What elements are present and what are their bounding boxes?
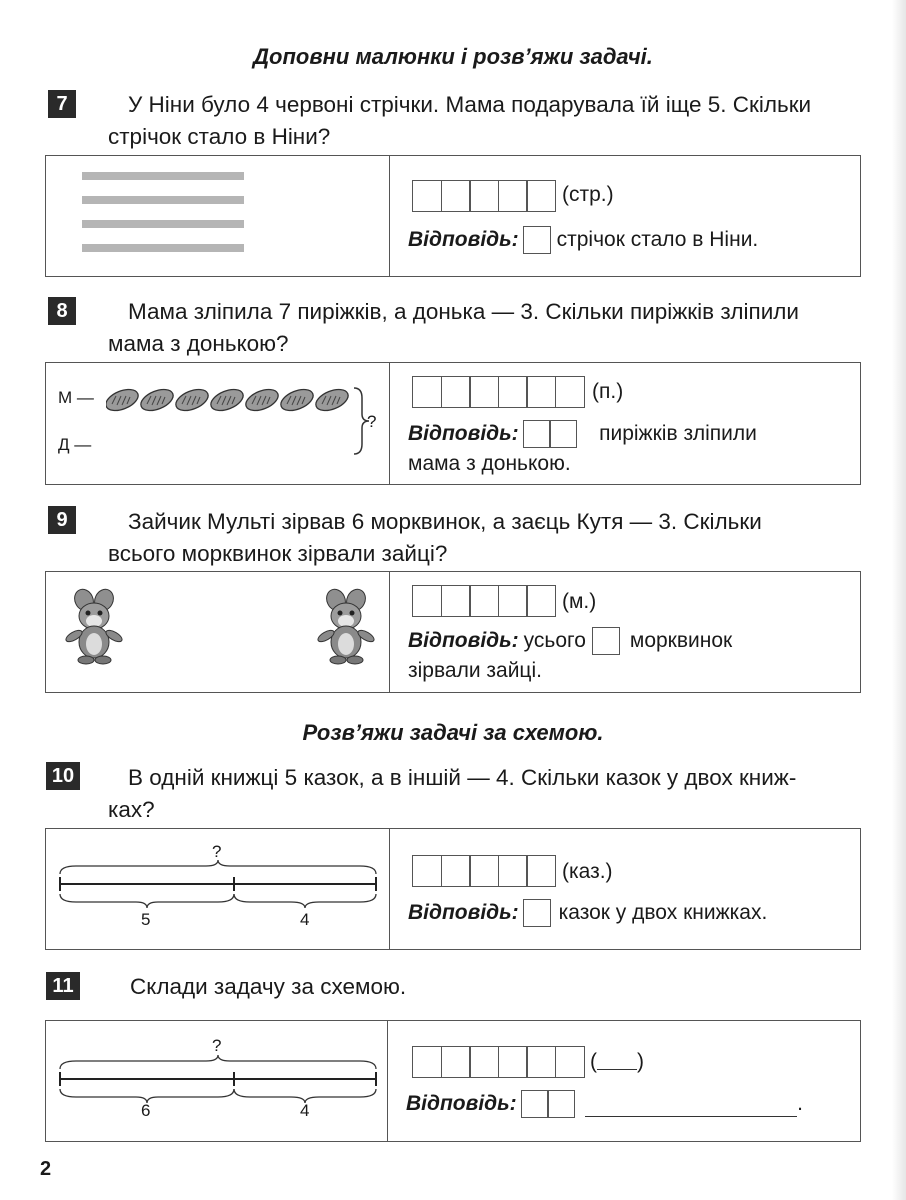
task-number-badge: 9 (48, 506, 76, 534)
answer-row (408, 420, 757, 448)
unit-open: ( (590, 1050, 597, 1073)
ribbon (82, 196, 244, 204)
ribbon (82, 220, 244, 228)
frame-divider (389, 362, 390, 485)
frame-divider (389, 828, 390, 950)
unit-close: ) (637, 1050, 644, 1073)
expression-cells[interactable] (412, 180, 556, 212)
page-edge-shadow (892, 0, 906, 1200)
answer-box[interactable] (523, 899, 551, 927)
task-text-line: Зайчик Мульті зірвав 6 морквинок, а заєць Кутя — 3. Скільки (128, 509, 762, 534)
answer-text-before: усього (523, 629, 586, 652)
answer-text: стрічок стало в Ніни. (556, 228, 759, 251)
brace-question: ? (367, 412, 377, 431)
answer-text-line2: мама з донькою. (408, 452, 571, 475)
frame-divider (389, 155, 390, 277)
ribbons-illustration (82, 172, 244, 252)
answer-end: . (797, 1092, 803, 1115)
unit-label: (п.) (592, 380, 624, 403)
answer-row (408, 226, 758, 254)
task-text-line: В одній книжці 5 казок, а в іншій — 4. Скільки казок у двох книж- (128, 765, 797, 790)
answer-text: морквинок (629, 629, 733, 652)
expression-cells[interactable] (412, 855, 556, 887)
task-number-badge: 7 (48, 90, 76, 118)
frame-divider (387, 1020, 388, 1142)
expression-cells[interactable] (412, 376, 585, 408)
pies-illustration (106, 384, 352, 416)
answer-box[interactable] (523, 420, 578, 448)
scheme-question: ? (212, 842, 222, 861)
expression-cells[interactable] (412, 585, 556, 617)
label-mom: М — (58, 388, 94, 407)
label-daughter: Д — (58, 435, 92, 454)
task-number-badge: 11 (46, 972, 80, 1000)
answer-row (406, 1090, 803, 1118)
answer-blank-line[interactable] (585, 1092, 797, 1117)
answer-label: Відповідь: (408, 901, 519, 924)
answer-label: Відповідь: (408, 228, 519, 251)
bunny-right-image (314, 588, 378, 668)
ribbon (82, 244, 244, 252)
scheme-left-value: 5 (141, 910, 151, 929)
answer-box[interactable] (523, 226, 551, 254)
answer-text: пиріжків зліпили (599, 422, 757, 445)
expression-cells[interactable] (412, 1046, 585, 1078)
answer-text-line2: зірвали зайці. (408, 659, 542, 682)
scheme-right-value: 4 (300, 910, 310, 929)
segment-scheme (56, 860, 380, 910)
task-text-line: Склади задачу за схемою. (130, 974, 407, 999)
unit-label: (стр.) (562, 183, 614, 206)
task-text-line: всього морквинок зірвали зайці? (108, 541, 448, 566)
page-number: 2 (40, 1158, 52, 1180)
segment-scheme (56, 1055, 380, 1105)
scheme-question: ? (212, 1036, 222, 1055)
task-text-line: Мама зліпила 7 пиріжків, а донька — 3. Скільки пиріжків зліпили (128, 299, 799, 324)
unit-label: (каз.) (562, 860, 613, 883)
unit-label: (м.) (562, 590, 597, 613)
answer-box[interactable] (521, 1090, 576, 1118)
unit-blank (590, 1050, 644, 1074)
frame-divider (389, 571, 390, 693)
unit-blank-line[interactable] (597, 1050, 637, 1070)
task-number-badge: 8 (48, 297, 76, 325)
answer-label: Відповідь: (408, 422, 519, 445)
bunny-left-image (62, 588, 126, 668)
task-text-line: ках? (108, 797, 155, 822)
answer-text: казок у двох книжках. (558, 901, 768, 924)
task-text-line: У Ніни було 4 червоні стрічки. Мама подарувала їй іще 5. Скільки (128, 92, 812, 117)
task-text-line: мама з донькою? (108, 331, 289, 356)
answer-label: Відповідь: (406, 1092, 517, 1115)
answer-row (408, 899, 767, 927)
section-heading: Доповни малюнки і розв’яжи задачі. (253, 44, 653, 69)
ribbon (82, 172, 244, 180)
task-text-line: стрічок стало в Ніни? (108, 124, 331, 149)
answer-box[interactable] (592, 627, 620, 655)
task-number-badge: 10 (46, 762, 80, 790)
answer-row (408, 627, 732, 655)
scheme-right-value: 4 (300, 1101, 310, 1120)
scheme-left-value: 6 (141, 1101, 151, 1120)
answer-label: Відповідь: (408, 629, 519, 652)
section-heading: Розв’яжи задачі за схемою. (302, 720, 604, 745)
